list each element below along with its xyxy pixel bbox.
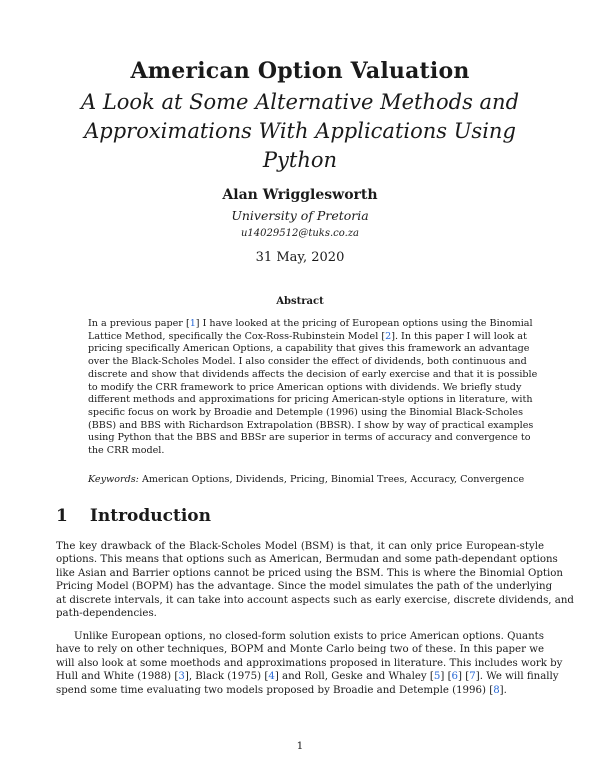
- keywords-label: Keywords:: [88, 474, 139, 485]
- paragraph-line: The key drawback of the Black-Scholes Model (BSM) is that, it can only price European-style: [56, 541, 544, 552]
- paragraph-line: path-dependencies.: [56, 608, 157, 620]
- citation-link[interactable]: 4: [268, 671, 275, 683]
- keywords: [88, 474, 548, 485]
- section-heading-introduction: [56, 506, 211, 526]
- author-email: u14029512@tuks.co.za: [240, 228, 360, 239]
- abstract-line: the CRR model.: [88, 445, 165, 457]
- abstract-line: Lattice Method, specifically the Cox-Ross-Rubinstein Model [2]. In this paper I will look at: [88, 330, 527, 342]
- citation-link[interactable]: 7: [469, 671, 476, 683]
- author-affiliation: University of Pretoria: [231, 208, 369, 223]
- abstract-heading: Abstract: [276, 296, 324, 307]
- abstract-line: different methods and approximations for pricing American-style options in literature, with: [88, 394, 533, 406]
- paper-title: American Option Valuation: [130, 58, 470, 84]
- abstract-line: In a previous paper [1] I have looked at the pricing of European options using the Binomial: [88, 318, 533, 329]
- abstract-line: to modify the CRR framework to price American options with dividends. We briefly study: [88, 381, 522, 393]
- citation-link[interactable]: 1: [189, 318, 196, 329]
- intro-paragraph-1: [56, 540, 574, 620]
- abstract-line: discrete and show that dividends affects the decision of early exercise and that it is possible: [88, 368, 538, 380]
- keywords-text: American Options, Dividends, Pricing, Binomial Trees, Accuracy, Convergence: [141, 474, 525, 485]
- paragraph-line: Unlike European options, no closed-form solution exists to price American options. Quants: [74, 631, 544, 642]
- citation-link[interactable]: 3: [178, 671, 185, 683]
- paragraph-line: will also look at some moethods and approximations proposed in literature. This includes work by: [56, 657, 563, 669]
- paragraph-line: at discrete intervals, it can take into account aspects such as early exercise, discrete dividends, and: [56, 594, 574, 606]
- abstract-line: (BBS) and BBS with Richardson Extrapolation (BBSR). I show by way of practical examples: [88, 419, 534, 431]
- citation-link[interactable]: 8: [493, 684, 500, 696]
- paragraph-line: Pricing Model (BOPM) has the advantage. Since the model simulates the path of the underlying: [56, 581, 553, 593]
- section-number: 1: [56, 506, 68, 526]
- page-number: 1: [296, 740, 304, 752]
- paper-date: 31 May, 2020: [255, 250, 345, 265]
- paper-subtitle: [0, 88, 600, 175]
- subtitle-line: Python: [262, 148, 338, 172]
- subtitle-line: Approximations With Applications Using: [84, 119, 516, 143]
- abstract-line: specific focus on work by Broadie and Detemple (1996) using the Binomial Black-Scholes: [88, 406, 523, 418]
- paragraph-line: like Asian and Barrier options cannot be priced using the BSM. This is where the Binomial Option: [56, 567, 563, 579]
- abstract-body: [88, 318, 538, 458]
- paragraph-line: Hull and White (1988) [3], Black (1975) [4] and Roll, Geske and Whaley [5] [6] [7]. We will finally: [56, 671, 559, 683]
- intro-paragraph-2: [56, 630, 563, 697]
- subtitle-line: A Look at Some Alternative Methods and: [80, 90, 520, 114]
- citation-link[interactable]: 2: [385, 330, 392, 342]
- paragraph-line: spend some time evaluating two models proposed by Broadie and Detemple (1996) [8].: [56, 684, 507, 696]
- abstract-line: using Python that the BBS and BBSr are superior in terms of accuracy and convergence to: [88, 432, 531, 444]
- paragraph-line: options. This means that options such as American, Bermudan and some path-dependant options: [56, 554, 558, 566]
- abstract-line: pricing specifically American Options, a capability that gives this framework an advantage: [88, 343, 530, 355]
- paragraph-line: have to rely on other techniques, BOPM and Monte Carlo being two of these. In this paper we: [56, 644, 544, 656]
- section-title: Introduction: [89, 506, 211, 526]
- citation-link[interactable]: 6: [451, 671, 459, 683]
- citation-link[interactable]: 5: [433, 671, 441, 683]
- author-name: Alan Wrigglesworth: [222, 187, 378, 203]
- abstract-line: over the Black-Scholes Model. I also consider the effect of dividends, both continuous and: [88, 356, 527, 368]
